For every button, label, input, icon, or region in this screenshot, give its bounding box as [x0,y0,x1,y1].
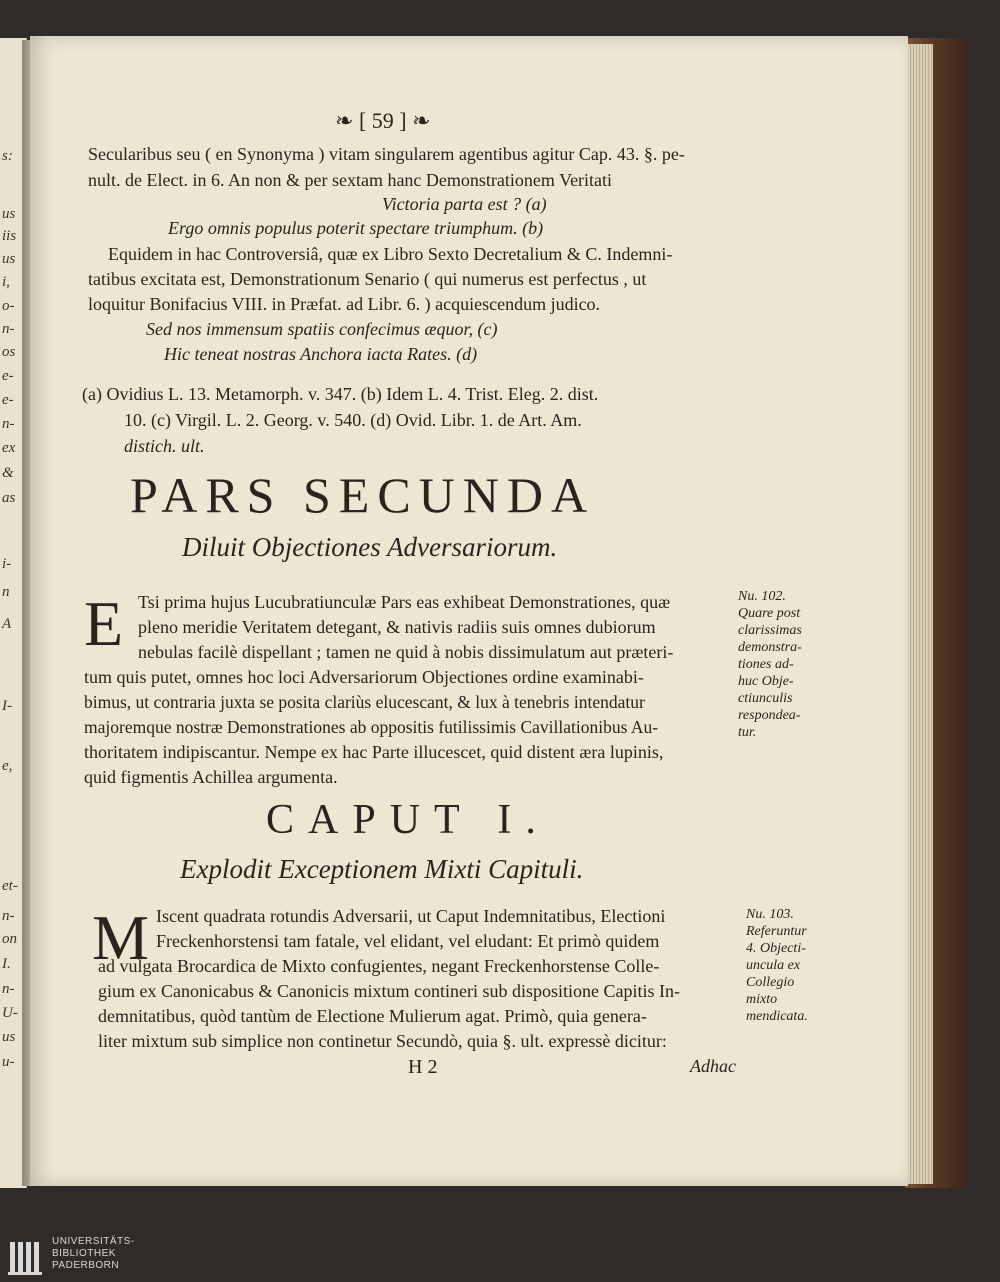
left-page-fragment: i- [2,556,12,572]
footnote-line: distich. ult. [124,436,205,456]
library-logo [0,1230,160,1282]
library-logo-text: UNIVERSITÄTS- BIBLIOTHEK PADERBORN [52,1236,135,1271]
paragraph-line: majoremque nostræ Demonstrationes ab oppositis futilissimis Cavillationibus Au- [84,717,659,737]
dropcap: M [92,902,149,973]
paragraph-line: quid figmentis Achillea argumenta. [84,767,338,787]
paragraph-line: thoritatem indipiscantur. Nempe ex hac Parte illucescet, quid distent æra lupinis, [84,742,664,762]
left-page-fragment: us [2,1029,16,1045]
paragraph-line: liter mixtum sub simplice non continetur Secundò, quia §. ult. expressè dicitur: [98,1031,667,1051]
text-line: Secularibus seu ( en Synonyma ) vitam singularem agentibus agitur Cap. 43. §. pe- [88,144,685,164]
ornament-right-icon: ❧ [412,108,431,133]
verse-line: Victoria parta est ? (a) [382,194,547,214]
page-number: [ 59 ] [358,108,407,133]
marginal-note: Nu. 102. Quare post clarissimas demonstra- tiones ad- huc Obje- ctiunculis respondea- tur. [738,589,802,740]
left-page-fragment: e, [2,758,13,774]
chapter-title: CAPUT I. [266,797,550,843]
left-page-fragment: us [2,251,16,267]
left-page-fragment: n- [2,321,15,337]
left-page-fragment: e- [2,392,14,408]
left-page-fragment: I- [2,698,12,714]
left-page-fragment: et- [2,878,18,894]
left-page-fragment: ex [2,440,16,456]
left-page-fragment: as [2,490,16,506]
paragraph-line: demnitatibus, quòd tantùm de Electione Mulierum agat. Primò, quia genera- [98,1006,647,1026]
left-page-fragment: us [2,206,16,222]
left-page-fragment: A [2,616,12,632]
text-line: tatibus excitata est, Demonstrationum Senario ( qui numerus est perfectus , ut [88,269,647,289]
ornament-left-icon: ❧ [335,108,354,133]
left-page-fragment: i, [2,274,10,290]
paragraph-line: gium ex Canonicabus & Canonicis mixtum contineri sub dispositione Capitis In- [98,981,680,1001]
dropcap: E [84,588,124,659]
left-page-fragment: n- [2,981,15,997]
left-page-fragment: os [2,344,16,360]
paragraph-line: pleno meridie Veritatem detegant, & nativis radiis suis omnes dubiorum [138,617,656,637]
catchword: Adhac [690,1056,736,1076]
text-line: loquitur Bonifacius VIII. in Præfat. ad Libr. 6. ) acquiescendum judico. [88,294,601,314]
paragraph-line: tum quis putet, omnes hoc loci Adversariorum Objectiones ordine examinabi- [84,667,644,687]
paragraph-line: Tsi prima hujus Lucubratiunculæ Pars eas exhibeat Demonstrationes, quæ [138,592,671,612]
marginal-note: Nu. 103. Referuntur 4. Objecti- uncula ex Collegio mixto mendicata. [746,907,808,1024]
left-page-fragment: u- [2,1054,15,1070]
left-page-fragment: I. [2,956,11,972]
page [30,36,908,1186]
left-page-fragment: n [2,584,10,600]
paragraph-line: bimus, ut contraria juxta se posita clariùs elucescant, & lux à tenebris intendatur [84,692,645,712]
left-page-fragment: U- [2,1005,18,1021]
paragraph-line: nebulas facilè dispellant ; tamen ne quid à nobis dissimulatum aut præteri- [138,642,674,662]
left-page-fragment: o- [2,298,15,314]
footnote-line: (a) Ovidius L. 13. Metamorph. v. 347. (b) Idem L. 4. Trist. Eleg. 2. dist. [82,384,599,404]
section-subtitle: Diluit Objectiones Adversariorum. [182,532,558,562]
left-page-fragment: s: [2,148,13,164]
left-page-fragment: iis [2,228,17,244]
paragraph-line: Freckenhorstensi tam fatale, vel elidant, vel eludant: Et primò quidem [156,931,660,951]
verse-line: Ergo omnis populus poterit spectare triumphum. (b) [168,218,544,238]
verse-line: Hic teneat nostras Anchora iacta Rates. (d) [164,344,478,364]
left-page-fragment: n- [2,908,15,924]
chapter-subtitle: Explodit Exceptionem Mixti Capituli. [180,854,584,884]
text-line: Equidem in hac Controversiâ, quæ ex Libro Sexto Decretalium & C. Indemni- [108,244,673,264]
footnote-line: 10. (c) Virgil. L. 2. Georg. v. 540. (d) Ovid. Libr. 1. de Art. Am. [124,410,582,430]
paragraph-line: Iscent quadrata rotundis Adversarii, ut Caput Indemnitatibus, Electioni [156,906,666,926]
text-line: nult. de Elect. in 6. An non & per sextam hanc Demonstrationem Veritati [88,170,613,190]
signature-mark: H 2 [408,1056,438,1078]
library-logo-icon [8,1238,46,1276]
left-page-fragment: on [2,931,17,947]
verse-line: Sed nos immensum spatiis confecimus æquor, (c) [146,319,498,339]
section-title: PARS SECUNDA [130,467,596,523]
left-page-fragment: n- [2,416,15,432]
paragraph-line: ad vulgata Brocardica de Mixto confugientes, negant Freckenhorstense Colle- [98,956,660,976]
left-page-fragment: & [2,465,14,481]
left-page-fragment: e- [2,368,14,384]
page-header [335,108,431,134]
